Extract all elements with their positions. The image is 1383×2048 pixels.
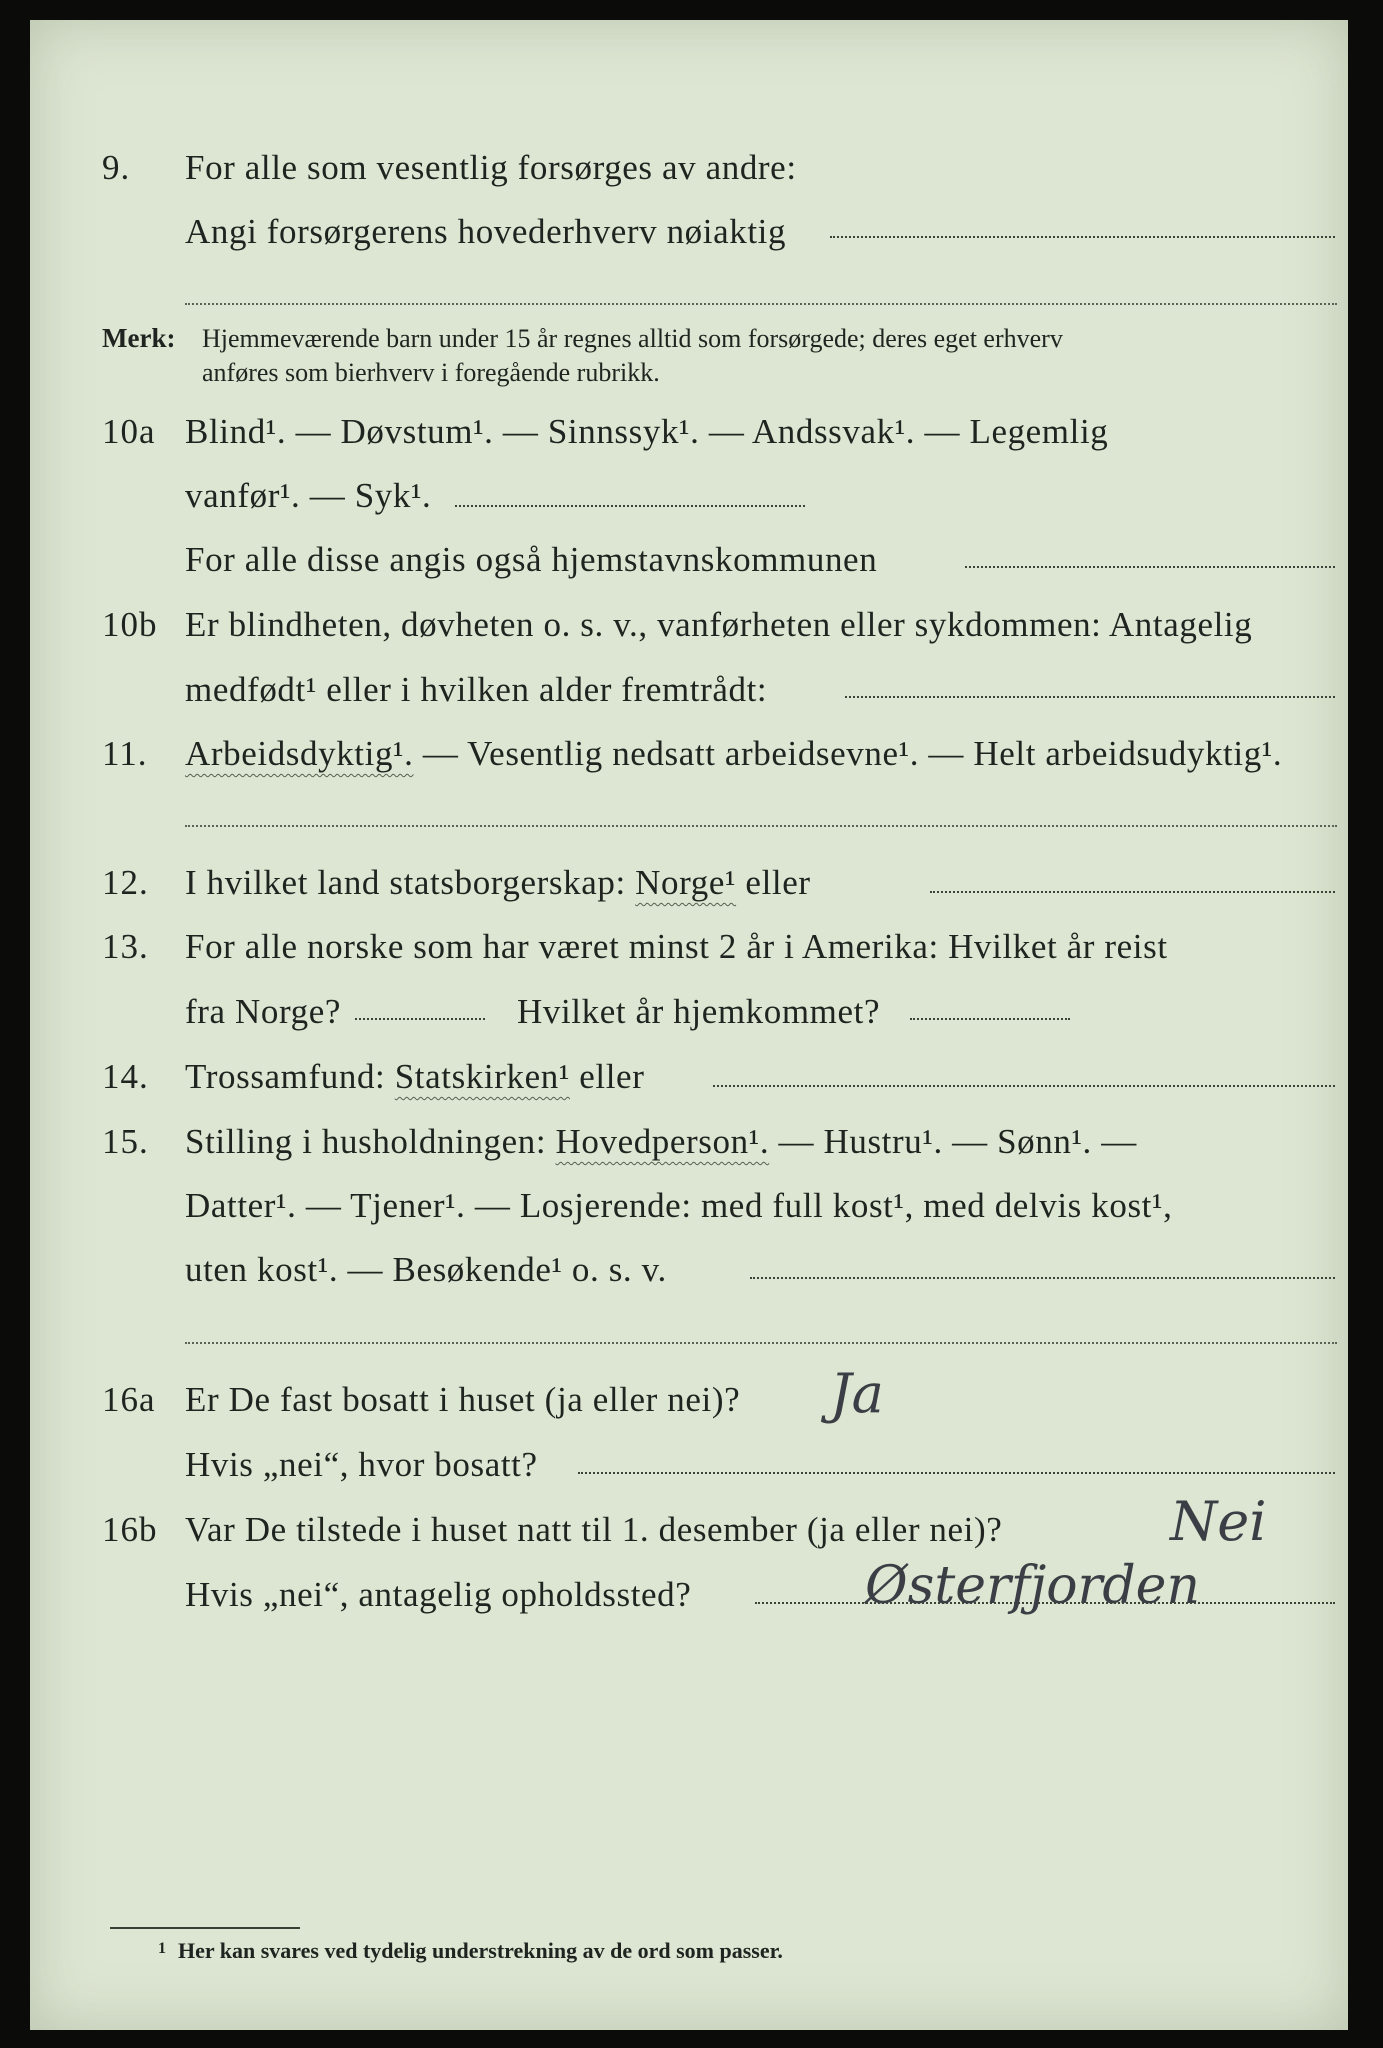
q16b-handwritten-answer: Nei <box>1170 1490 1267 1553</box>
q15-options-rest: — Hustru¹. — Sønn¹. — <box>769 1122 1137 1161</box>
q16a-line2: Hvis „nei“, hvor bosatt? <box>185 1445 538 1484</box>
q15-number: 15. <box>102 1122 149 1161</box>
q10b-answer-line[interactable] <box>845 696 1335 698</box>
q15-option-hovedperson[interactable]: Hovedperson¹. <box>555 1122 770 1161</box>
q14-eller: eller <box>569 1057 645 1096</box>
q12-question: I hvilket land statsborgerskap: <box>185 863 636 902</box>
q12-eller: eller <box>736 863 811 902</box>
separator <box>185 825 1337 827</box>
q14-answer-line[interactable] <box>713 1085 1335 1087</box>
q12-option-norge[interactable]: Norge¹ <box>635 863 737 902</box>
q13-reist-line[interactable] <box>355 1018 485 1020</box>
q12-answer-line[interactable] <box>930 891 1335 893</box>
q11-option-arbeidsdyktig[interactable]: Arbeidsdyktig¹. <box>185 734 414 773</box>
q14-number: 14. <box>102 1057 149 1096</box>
q10a-line2: vanfør¹. — Syk¹. <box>185 476 432 515</box>
footnote-text: Her kan svares ved tydelig understrekning av de ord som passer. <box>178 1938 783 1963</box>
q9-answer-line[interactable] <box>830 236 1335 238</box>
q10a-kommune-line[interactable] <box>965 566 1335 568</box>
q11-text <box>185 734 1282 774</box>
q15-line3: uten kost¹. — Besøkende¹ o. s. v. <box>185 1250 667 1289</box>
q16a-line1: Er De fast bosatt i huset (ja eller nei)? <box>185 1380 741 1419</box>
separator <box>185 1342 1337 1344</box>
q14-option-statskirken[interactable]: Statskirken¹ <box>394 1057 570 1096</box>
q16b-handwritten-place: Østerfjorden <box>865 1556 1200 1616</box>
q15-line2: Datter¹. — Tjener¹. — Losjerende: med full kost¹, med delvis kost¹, <box>185 1186 1173 1225</box>
merk-label: Merk: <box>102 323 176 353</box>
q10a-number: 10a <box>102 412 156 451</box>
q16b-line1: Var De tilstede i huset natt til 1. desember (ja eller nei)? <box>185 1510 1003 1549</box>
q13-number: 13. <box>102 927 149 966</box>
q16b-number: 16b <box>102 1510 158 1549</box>
q10a-line3: For alle disse angis også hjemstavnskommunen <box>185 540 878 579</box>
q16a-answer-line[interactable] <box>578 1472 1335 1474</box>
q10b-line2: medfødt¹ eller i hvilken alder fremtrådt: <box>185 670 768 709</box>
q13-hjemkommet-line[interactable] <box>910 1018 1070 1020</box>
merk-line2: anføres som bierhverv i foregående rubrikk. <box>202 358 660 387</box>
q14-text <box>185 1057 644 1097</box>
q9-line2: Angi forsørgerens hovederhverv nøiaktig <box>185 212 787 251</box>
q10a-answer-line[interactable] <box>455 505 805 507</box>
q11-number: 11. <box>102 734 148 773</box>
merk-line1: Hjemmeværende barn under 15 år regnes alltid som forsørgede; deres eget erhverv <box>202 324 1063 353</box>
footnote-mark: 1 <box>158 1940 166 1957</box>
separator <box>185 303 1337 305</box>
q13-line1: For alle norske som har været minst 2 år i Amerika: Hvilket år reist <box>185 927 1168 966</box>
q13-line2b: Hvilket år hjemkommet? <box>517 992 881 1031</box>
q10b-number: 10b <box>102 605 158 644</box>
q10b-line1: Er blindheten, døvheten o. s. v., vanførheten eller sykdommen: Antagelig <box>185 605 1253 644</box>
q13-line2a: fra Norge? <box>185 992 341 1031</box>
q12-number: 12. <box>102 863 149 902</box>
q15-answer-line[interactable] <box>750 1277 1335 1279</box>
q16a-number: 16a <box>102 1380 156 1419</box>
q16b-line2: Hvis „nei“, antagelig opholdssted? <box>185 1575 692 1614</box>
footnote-rule <box>110 1927 300 1929</box>
q10a-line1: Blind¹. — Døvstum¹. — Sinnssyk¹. — Andssvak¹. — Legemlig <box>185 412 1109 451</box>
q15-question: Stilling i husholdningen: <box>185 1122 556 1161</box>
q12-text <box>185 863 811 903</box>
q9-line1: For alle som vesentlig forsørges av andre: <box>185 148 797 187</box>
census-form-page <box>30 20 1348 2030</box>
q9-number: 9. <box>102 148 131 187</box>
q16a-handwritten-answer: Ja <box>830 1362 884 1425</box>
q15-line1 <box>185 1122 1137 1162</box>
q11-rest: — Vesentlig nedsatt arbeidsevne¹. — Helt arbeidsudyktig¹. <box>413 734 1283 773</box>
q14-question: Trossamfund: <box>185 1057 395 1096</box>
